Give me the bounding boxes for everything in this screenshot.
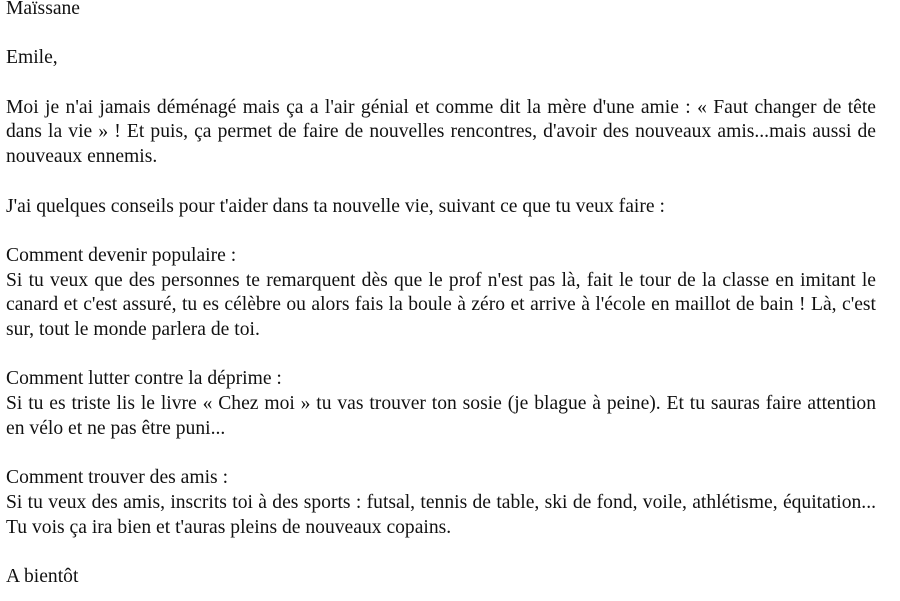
section-friends	[6, 466, 876, 540]
greeting: Emile,	[6, 47, 58, 69]
section-title-depression: Comment lutter contre la déprime :	[6, 368, 282, 390]
section-body-friends: Si tu veux des amis, inscrits toi à des sports : futsal, tennis de table, ski de fond, voile, athlétisme, équitation... Tu vois ça ira bien et t'auras pleins de nouveaux copains.	[6, 491, 876, 538]
intro-paragraph: Moi je n'ai jamais déménagé mais ça a l'air génial et comme dit la mère d'une amie : « Faut changer de tête dans la vie » ! Et puis, ça permet de faire de nouvelles rencontres, d'avoir des nouveaux amis...mais aussi de nouveaux ennemis.	[6, 96, 876, 168]
advice-intro-paragraph: J'ai quelques conseils pour t'aider dans ta nouvelle vie, suivant ce que tu veux faire :	[6, 195, 665, 217]
section-body-depression: Si tu es triste lis le livre « Chez moi » tu vas trouver ton sosie (je blague à peine). Et tu sauras faire attention en vélo et ne pas être puni...	[6, 393, 876, 439]
section-title-popular: Comment devenir populaire :	[6, 244, 237, 266]
letter-document	[6, 0, 876, 590]
section-title-friends: Comment trouver des amis :	[6, 467, 229, 489]
section-depression	[6, 367, 876, 441]
closing: A bientôt	[6, 566, 79, 588]
section-body-popular: Si tu veux que des personnes te remarquent dès que le prof n'est pas là, fait le tour de la classe en imitant le canard et c'est assuré, tu es célèbre ou alors fais la boule à zéro et arrive à l'école en maillot de bain ! Là, c'est sur, tout le monde parlera de toi.	[6, 269, 876, 341]
author-name: Maïssane	[6, 0, 81, 19]
section-popular	[6, 244, 876, 343]
